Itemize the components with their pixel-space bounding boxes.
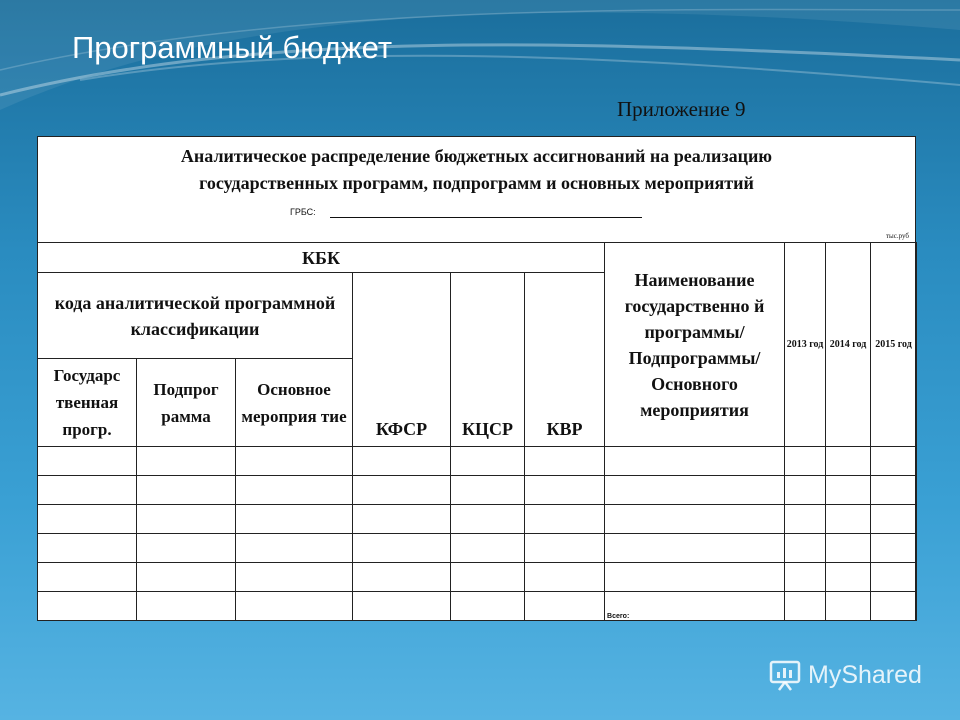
year-2015-header: 2015 год — [871, 243, 917, 447]
main-event-header: Основное мероприя тие — [236, 359, 353, 447]
heading-line-2: государственных программ, подпрограмм и основных мероприятий — [199, 173, 754, 193]
kfsr-header: КФСР — [353, 273, 451, 447]
analytic-codes-header: кода аналитической программной классификации — [38, 273, 353, 359]
grbs-blank-line — [330, 217, 642, 218]
kbk-header: КБК — [38, 243, 605, 273]
kvr-header: КВР — [525, 273, 605, 447]
table-row — [38, 563, 917, 592]
background-swoosh — [0, 0, 960, 140]
year-2014-header: 2014 год — [826, 243, 871, 447]
presentation-icon — [768, 658, 802, 692]
state-program-header: Государс твенная прогр. — [38, 359, 137, 447]
total-label: Всего: — [607, 613, 630, 620]
year-2013-header: 2013 год — [785, 243, 826, 447]
heading-line-1: Аналитическое распределение бюджетных ассигнований на реализацию — [180, 146, 773, 166]
table-row — [38, 476, 917, 505]
myshared-logo — [768, 658, 922, 692]
appendix-label: Приложение 9 — [617, 97, 746, 121]
table-row — [38, 534, 917, 563]
slide-title: Программный бюджет — [72, 30, 393, 65]
kcsr-header: КЦСР — [451, 273, 525, 447]
units-label: тыс.руб — [886, 232, 909, 240]
subprogram-header: Подпрог рамма — [137, 359, 236, 447]
table-row — [38, 505, 917, 534]
brand-name: MyShared — [808, 660, 922, 689]
budget-document — [37, 136, 916, 621]
grbs-label: ГРБС: — [290, 207, 316, 217]
total-row — [38, 592, 917, 621]
table-row — [38, 447, 917, 476]
name-header: Наименование государственно й программы/ Подпрограммы/ Основного мероприятия — [605, 243, 785, 447]
total-cell — [605, 592, 785, 621]
budget-table — [37, 242, 917, 621]
document-heading — [38, 143, 915, 197]
